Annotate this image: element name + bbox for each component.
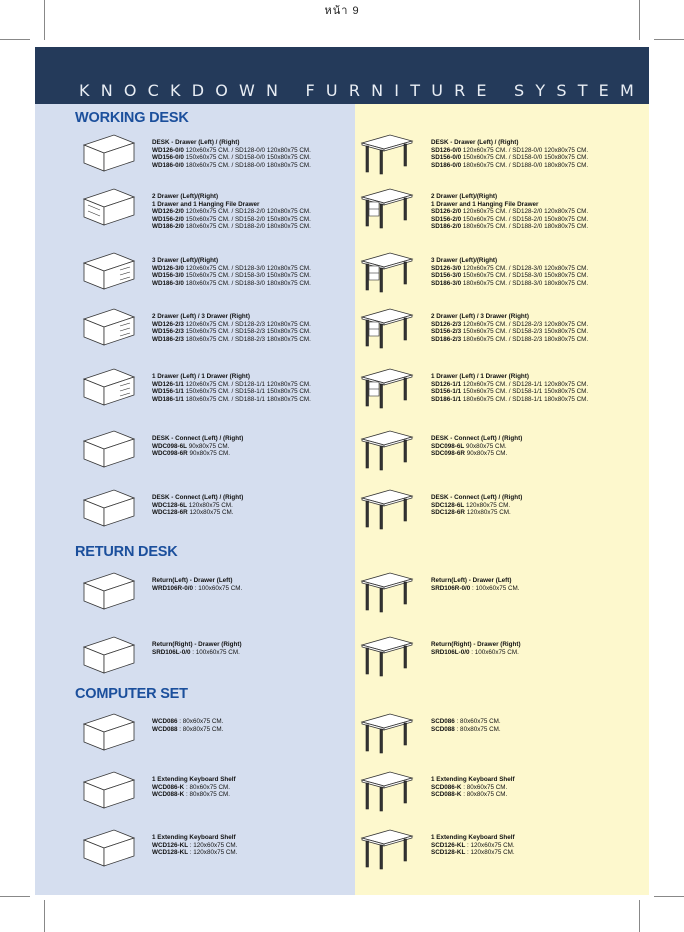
product-code: SCD126-KL — [431, 841, 466, 849]
product-spec-line — [431, 450, 522, 458]
product-dimensions: 120x80x75 CM. — [464, 509, 511, 517]
product-code: WCD126-KL — [152, 841, 189, 849]
product-spec-line — [152, 585, 242, 593]
product-dimensions: 90x80x75 CM. — [187, 450, 231, 458]
product-item — [152, 373, 311, 403]
product-code: WD156-2/0 — [152, 215, 184, 223]
product-code: SRD106R-0/0 — [431, 584, 471, 592]
product-dimensions: 180x60x75 CM. / SD188-2/3 180x80x75 CM. — [461, 335, 589, 343]
product-heading: 2 Drawer (Left)/(Right) — [152, 193, 219, 200]
product-code: SCD086 — [431, 718, 455, 725]
product-code: SDC098-6L — [431, 442, 465, 450]
product-item — [152, 313, 311, 343]
crop-mark — [654, 896, 684, 897]
product-code: SD156-1/1 — [431, 388, 462, 396]
product-item — [431, 373, 588, 403]
product-code: SD126-1/1 — [431, 380, 462, 388]
product-code: WD156-2/3 — [152, 328, 184, 336]
product-dimensions: 180x60x75 CM. / SD188-3/0 180x80x75 CM. — [183, 279, 311, 287]
desk-1-1-drawer-icon — [80, 365, 138, 411]
return-right-icon — [80, 633, 138, 679]
product-code: SCD088 — [431, 725, 455, 733]
product-dimensions: 180x60x75 CM. / SD188-1/1 180x80x75 CM. — [461, 395, 589, 403]
product-code: SD156-2/3 — [431, 328, 462, 336]
product-spec-line — [431, 718, 501, 726]
product-code: WCD088 — [152, 725, 178, 733]
product-dimensions: 120x60x75 CM. / SD128-1/1 120x80x75 CM. — [183, 380, 311, 388]
product-dimensions: : 120x60x75 CM. — [188, 841, 238, 849]
product-code: SD126-2/3 — [431, 320, 462, 328]
product-item — [431, 435, 522, 458]
product-code: SD186-3/0 — [431, 279, 462, 287]
product-spec-line — [152, 208, 311, 216]
product-spec-line — [152, 842, 237, 850]
product-item — [431, 718, 501, 733]
steel-computer-desk-keyboard-icon — [358, 768, 416, 814]
product-dimensions: 120x80x75 CM. — [187, 501, 233, 509]
page-number: หน้า 9 — [324, 5, 360, 17]
product-code: WD186-0/0 — [152, 161, 184, 169]
product-spec-line — [431, 784, 515, 792]
product-item — [431, 776, 515, 799]
product-spec-line — [431, 328, 588, 336]
product-spec-line — [152, 791, 236, 799]
product-heading: DESK - Drawer (Left) / (Right) — [431, 139, 519, 146]
return-left-icon — [80, 569, 138, 615]
product-heading: 1 Drawer and 1 Hanging File Drawer — [152, 200, 260, 208]
product-spec-line — [152, 336, 311, 344]
product-heading: Return(Right) - Drawer (Right) — [431, 641, 521, 648]
product-code: SD186-0/0 — [431, 161, 462, 169]
steel-desk-1-1-drawer-icon — [358, 365, 416, 411]
product-spec-line — [152, 649, 242, 657]
product-heading: DESK - Connect (Left) / (Right) — [152, 435, 244, 442]
product-dimensions: 150x60x75 CM. / SD158-2/0 150x80x75 CM. — [461, 215, 589, 223]
product-dimensions: 90x80x75 CM. — [187, 442, 230, 450]
product-dimensions: : 80x60x75 CM. — [454, 718, 501, 725]
product-code: SD186-2/3 — [431, 335, 462, 343]
product-dimensions: 150x60x75 CM. / SD158-3/0 150x80x75 CM. — [461, 272, 589, 280]
product-dimensions: 120x80x75 CM. — [464, 501, 511, 509]
crop-mark — [0, 896, 30, 897]
product-heading: 3 Drawer (Left)/(Right) — [152, 257, 219, 264]
product-spec-line — [431, 649, 521, 657]
steel-connect-desk-120-icon — [358, 486, 416, 532]
product-spec-line — [152, 265, 311, 273]
product-dimensions: : 80x80x75 CM. — [454, 725, 501, 733]
product-item — [152, 139, 311, 169]
product-dimensions: 90x80x75 CM. — [464, 442, 507, 450]
product-spec-line — [431, 509, 522, 517]
product-heading: 1 Drawer (Left) / 1 Drawer (Right) — [152, 373, 250, 380]
product-code: SD186-2/0 — [431, 223, 462, 231]
product-dimensions: 180x60x75 CM. / SD188-2/0 180x80x75 CM. — [461, 223, 589, 231]
product-dimensions: : 80x60x75 CM. — [461, 783, 508, 791]
product-spec-line — [431, 154, 588, 162]
product-dimensions: : 80x80x75 CM. — [177, 725, 224, 733]
product-dimensions: : 120x60x75 CM. — [465, 841, 515, 849]
product-dimensions: 180x60x75 CM. / SD188-1/1 180x80x75 CM. — [183, 395, 311, 403]
product-heading: 1 Extending Keyboard Shelf — [152, 834, 236, 841]
product-item — [152, 435, 243, 458]
product-code: SD156-2/0 — [431, 215, 462, 223]
product-code: WCD086-K — [152, 783, 185, 791]
product-dimensions: 120x60x75 CM. / SD128-2/3 120x80x75 CM. — [461, 320, 589, 328]
product-spec-line — [431, 280, 588, 288]
product-spec-line — [152, 396, 311, 404]
product-spec-line — [431, 726, 501, 734]
product-item — [431, 834, 515, 857]
product-spec-line — [152, 726, 223, 734]
product-dimensions: 180x60x75 CM. / SD188-2/0 180x80x75 CM. — [183, 223, 311, 231]
steel-desk-double-pedestal-icon — [358, 305, 416, 351]
product-dimensions: 120x60x75 CM. / SD128-0/0 120x80x75 CM. — [183, 146, 311, 154]
product-spec-line — [152, 328, 311, 336]
product-code: SCD088-K — [431, 791, 462, 799]
desk-drawerless-icon — [80, 131, 138, 177]
product-spec-line — [152, 280, 311, 288]
product-code: WDC098-6L — [152, 442, 187, 450]
crop-mark — [654, 39, 684, 40]
product-spec-line — [152, 509, 243, 517]
product-code: SRD106L-0/0 — [431, 648, 470, 656]
product-code: SD156-0/0 — [431, 154, 462, 162]
product-dimensions: : 120x80x75 CM. — [465, 849, 515, 857]
product-spec-line — [152, 450, 243, 458]
product-dimensions: 150x60x75 CM. / SD158-1/1 150x80x75 CM. — [461, 388, 589, 396]
product-heading: Return(Left) - Drawer (Left) — [431, 577, 512, 584]
product-dimensions: : 80x60x75 CM. — [177, 718, 224, 725]
connect-desk-120-icon — [80, 486, 138, 532]
product-heading: 1 Drawer (Left) / 1 Drawer (Right) — [431, 373, 529, 380]
product-item — [152, 641, 242, 656]
product-spec-line — [152, 849, 237, 857]
steel-return-left-icon — [358, 569, 416, 615]
steel-connect-desk-90-icon — [358, 427, 416, 473]
product-dimensions: 120x60x75 CM. / SD128-2/0 120x80x75 CM. — [461, 208, 589, 216]
product-code: SDC128-6L — [431, 501, 465, 509]
product-code: WD186-3/0 — [152, 279, 184, 287]
desk-3-drawer-icon — [80, 249, 138, 295]
product-code: SD126-3/0 — [431, 264, 462, 272]
product-spec-line — [152, 502, 243, 510]
product-dimensions: 180x60x75 CM. / SD188-2/3 180x80x75 CM. — [183, 335, 311, 343]
steel-desk-2-drawer-icon — [358, 185, 416, 231]
product-code: SD156-3/0 — [431, 272, 462, 280]
product-dimensions: 120x60x75 CM. / SD128-3/0 120x80x75 CM. — [461, 264, 589, 272]
product-spec-line — [431, 502, 522, 510]
product-code: WCD088-K — [152, 791, 185, 799]
product-code: WD126-2/0 — [152, 208, 184, 216]
product-item — [152, 776, 236, 799]
product-dimensions: : 100x60x75 CM. — [190, 648, 240, 656]
product-dimensions: 150x60x75 CM. / SD158-2/0 150x80x75 CM. — [183, 215, 311, 223]
product-spec-line — [152, 272, 311, 280]
product-spec-line — [431, 162, 588, 170]
product-code: WD186-2/0 — [152, 223, 184, 231]
crop-mark — [0, 39, 30, 40]
product-item — [431, 494, 522, 517]
product-spec-line — [431, 842, 515, 850]
product-heading: 3 Drawer (Left)/(Right) — [431, 257, 498, 264]
product-code: WCD128-KL — [152, 849, 189, 857]
product-dimensions: 150x60x75 CM. / SD158-1/1 150x80x75 CM. — [183, 388, 311, 396]
product-spec-line — [431, 216, 588, 224]
product-spec-line — [431, 272, 588, 280]
product-code: SD126-2/0 — [431, 208, 462, 216]
product-heading: Return(Right) - Drawer (Right) — [152, 641, 242, 648]
steel-desk-3-drawer-icon — [358, 249, 416, 295]
product-spec-line — [152, 718, 223, 726]
product-code: WD126-2/3 — [152, 320, 184, 328]
section-title-computer-set: COMPUTER SET — [75, 686, 188, 702]
product-code: WD156-3/0 — [152, 272, 184, 280]
product-item — [152, 834, 237, 857]
product-heading: 1 Extending Keyboard Shelf — [152, 776, 236, 783]
product-code: WDC128-6R — [152, 509, 188, 517]
product-spec-line — [152, 223, 311, 231]
product-item — [152, 494, 243, 517]
section-title-return-desk: RETURN DESK — [75, 544, 178, 560]
product-spec-line — [431, 336, 588, 344]
product-heading: DESK - Connect (Left) / (Right) — [431, 494, 523, 501]
product-spec-line — [152, 147, 311, 155]
section-title-working-desk: WORKING DESK — [75, 110, 189, 126]
product-dimensions: 120x60x75 CM. / SD128-0/0 120x80x75 CM. — [461, 146, 589, 154]
steel-computer-desk-keyboard-wide-icon — [358, 826, 416, 872]
product-spec-line — [431, 265, 588, 273]
product-spec-line — [431, 208, 588, 216]
product-dimensions: 180x60x75 CM. / SD188-0/0 180x80x75 CM. — [461, 161, 589, 169]
product-dimensions: : 100x60x75 CM. — [192, 584, 243, 592]
product-spec-line — [431, 388, 588, 396]
product-spec-line — [431, 381, 588, 389]
product-spec-line — [431, 223, 588, 231]
product-spec-line — [152, 321, 311, 329]
product-spec-line — [431, 443, 522, 451]
product-spec-line — [431, 849, 515, 857]
product-item — [431, 257, 588, 287]
product-spec-line — [152, 381, 311, 389]
product-heading: DESK - Drawer (Left) / (Right) — [152, 139, 240, 146]
computer-desk-icon — [80, 710, 138, 756]
steel-return-right-icon — [358, 633, 416, 679]
product-dimensions: 150x60x75 CM. / SD158-2/3 150x80x75 CM. — [461, 328, 589, 336]
desk-2-drawer-icon — [80, 185, 138, 231]
product-dimensions: : 100x60x75 CM. — [470, 584, 520, 592]
product-code: WDC128-6L — [152, 501, 187, 509]
product-item — [431, 313, 588, 343]
product-dimensions: 120x60x75 CM. / SD128-3/0 120x80x75 CM. — [183, 264, 311, 272]
connect-desk-90-icon — [80, 427, 138, 473]
computer-desk-keyboard-icon — [80, 768, 138, 814]
product-dimensions: : 80x80x75 CM. — [184, 791, 231, 799]
product-code: WCD086 — [152, 718, 178, 725]
product-dimensions: 150x60x75 CM. / SD158-3/0 150x80x75 CM. — [183, 272, 311, 280]
product-item — [431, 139, 588, 169]
product-code: SD186-1/1 — [431, 395, 462, 403]
product-dimensions: 180x60x75 CM. / SD188-0/0 180x80x75 CM. — [183, 161, 311, 169]
product-dimensions: 180x60x75 CM. / SD188-3/0 180x80x75 CM. — [461, 279, 589, 287]
product-spec-line — [152, 216, 311, 224]
product-spec-line — [431, 396, 588, 404]
product-item — [152, 257, 311, 287]
product-heading: 1 Drawer and 1 Hanging File Drawer — [431, 200, 539, 208]
product-spec-line — [152, 784, 236, 792]
product-dimensions: 120x60x75 CM. / SD128-1/1 120x80x75 CM. — [461, 380, 589, 388]
product-code: WD156-1/1 — [152, 388, 184, 396]
desk-double-pedestal-icon — [80, 305, 138, 351]
product-spec-line — [152, 388, 311, 396]
crop-mark — [639, 900, 640, 932]
product-code: SCD086-K — [431, 783, 462, 791]
banner-title: KNOCKDOWN FURNITURE SYSTEM — [79, 81, 645, 100]
product-dimensions: 120x60x75 CM. / SD128-2/3 120x80x75 CM. — [183, 320, 311, 328]
crop-mark — [44, 900, 45, 932]
product-dimensions: : 100x60x75 CM. — [469, 648, 519, 656]
product-code: WD156-0/0 — [152, 154, 184, 162]
product-code: SCD128-KL — [431, 849, 466, 857]
product-spec-line — [431, 585, 520, 593]
product-heading: 1 Extending Keyboard Shelf — [431, 834, 515, 841]
product-item — [152, 718, 223, 733]
computer-desk-keyboard-wide-icon — [80, 826, 138, 872]
product-code: WD186-2/3 — [152, 335, 184, 343]
product-heading: 2 Drawer (Left)/(Right) — [431, 193, 498, 200]
product-code: WRD106R-0/0 — [152, 584, 193, 592]
product-item — [431, 577, 520, 592]
product-code: WD126-1/1 — [152, 380, 184, 388]
product-code: WD126-3/0 — [152, 264, 184, 272]
product-code: SDC098-6R — [431, 450, 465, 458]
product-dimensions: 150x60x75 CM. / SD158-2/3 150x80x75 CM. — [183, 328, 311, 336]
product-dimensions: : 80x80x75 CM. — [461, 791, 508, 799]
product-code: WD186-1/1 — [152, 395, 184, 403]
product-code: SD126-0/0 — [431, 146, 462, 154]
product-spec-line — [152, 154, 311, 162]
product-dimensions: 150x60x75 CM. / SD158-0/0 150x80x75 CM. — [461, 154, 589, 162]
product-code: SRD106L-0/0 — [152, 648, 191, 656]
product-heading: 2 Drawer (Left) / 3 Drawer (Right) — [431, 313, 529, 320]
product-item — [152, 577, 242, 592]
product-item — [431, 641, 521, 656]
product-code: WDC098-6R — [152, 450, 188, 458]
product-heading: 1 Extending Keyboard Shelf — [431, 776, 515, 783]
steel-computer-desk-icon — [358, 710, 416, 756]
product-code: WD126-0/0 — [152, 146, 184, 154]
product-dimensions: 120x80x75 CM. — [187, 509, 234, 517]
product-item — [431, 193, 588, 231]
product-spec-line — [431, 147, 588, 155]
product-spec-line — [152, 443, 243, 451]
product-spec-line — [152, 162, 311, 170]
product-heading: DESK - Connect (Left) / (Right) — [152, 494, 244, 501]
product-spec-line — [431, 321, 588, 329]
product-heading: 2 Drawer (Left) / 3 Drawer (Right) — [152, 313, 250, 320]
product-item — [152, 193, 311, 231]
product-heading: Return(Left) - Drawer (Left) — [152, 577, 233, 584]
product-dimensions: : 120x80x75 CM. — [188, 849, 238, 857]
product-dimensions: 120x60x75 CM. / SD128-2/0 120x80x75 CM. — [183, 208, 311, 216]
product-heading: DESK - Connect (Left) / (Right) — [431, 435, 523, 442]
steel-desk-icon — [358, 131, 416, 177]
product-dimensions: 150x60x75 CM. / SD158-0/0 150x80x75 CM. — [183, 154, 311, 162]
product-code: SDC128-6R — [431, 509, 465, 517]
product-dimensions: 90x80x75 CM. — [464, 450, 508, 458]
header-banner — [35, 47, 649, 104]
product-dimensions: : 80x60x75 CM. — [184, 783, 231, 791]
product-spec-line — [431, 791, 515, 799]
